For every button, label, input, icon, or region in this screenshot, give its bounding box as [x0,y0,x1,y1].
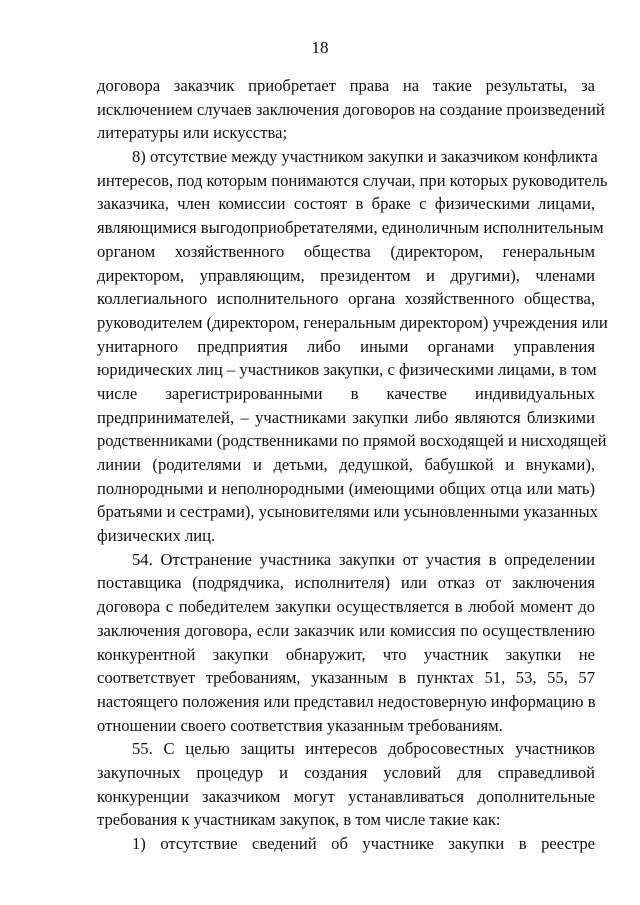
text-line: являющимися выгодоприобретателями, единоличным исполнительным [97,218,604,238]
text-line: руководителем (директором, генеральным директором) учреждения или [97,312,608,332]
text-line: органом хозяйственного общества (директором, генеральным [97,241,595,261]
text-line: требования к участникам закупок, в том числе такие как: [97,810,501,830]
text-line: родственниками (родственниками по прямой восходящей и нисходящей [97,431,607,451]
text-line: закупочных процедур и создания условий для справедливой [97,762,595,782]
text-line: линии (родителями и детьми, дедушкой, бабушкой и внуками), [97,455,595,474]
text-line: поставщика (подрядчика, исполнителя) или отказ от заключения [97,573,595,593]
text-line: договора заказчик приобретает права на такие результаты, за [97,76,595,95]
text-line: интересов, под которым понимаются случаи, при которых руководитель [97,170,608,190]
text-line: коллегиального исполнительного органа хозяйственного общества, [97,289,595,309]
text-line: 8) отсутствие между участником закупки и заказчиком конфликта [132,147,598,167]
text-line: директором, управляющим, президентом и другими), членами [97,265,595,285]
text-line: литературы или искусства; [97,123,288,143]
text-line: полнородными и неполнородными (имеющими общих отца или мать) [97,478,595,498]
text-line: юридических лиц – участников закупки, с физическими лицами, в том [97,360,597,380]
text-line: унитарного предприятия либо иными органами управления [97,336,595,356]
text-line: братьями и сестрами), усыновителями или усыновленными указанных [97,502,598,522]
text-line: 55. С целью защиты интересов добросовестных участников [132,739,595,759]
text-line: 1) отсутствие сведений об участнике закупки в реестре [132,834,595,853]
text-line: исключением случаев заключения договоров на создание произведений [97,99,605,119]
text-line: заключения договора, если заказчик или комиссия по осуществлению [97,620,595,640]
page-number: 18 [311,38,329,57]
text-line: соответствует требованиям, указанным в пунктах 51, 53, 55, 57 [97,668,595,688]
text-line: 54. Отстранение участника закупки от участия в определении [132,549,595,569]
text-line: договора с победителем закупки осуществляется в любой момент до [97,597,595,617]
text-line: настоящего положения или представил недостоверную информацию в [97,691,596,711]
text-line: предпринимателей, – участниками закупки либо являются близкими [97,407,595,427]
document-body [97,74,608,856]
text-line: числе зарегистрированными в качестве индивидуальных [97,383,595,403]
text-line: конкуренции заказчиком могут устанавливаться дополнительные [97,786,595,806]
text-line: заказчика, член комиссии состоят в браке с физическими лицами, [97,194,595,214]
text-line: физических лиц. [97,526,216,546]
text-line: отношении своего соответствия указанным требованиям. [97,715,503,735]
text-line: конкурентной закупки обнаружит, что участник закупки не [97,644,595,664]
